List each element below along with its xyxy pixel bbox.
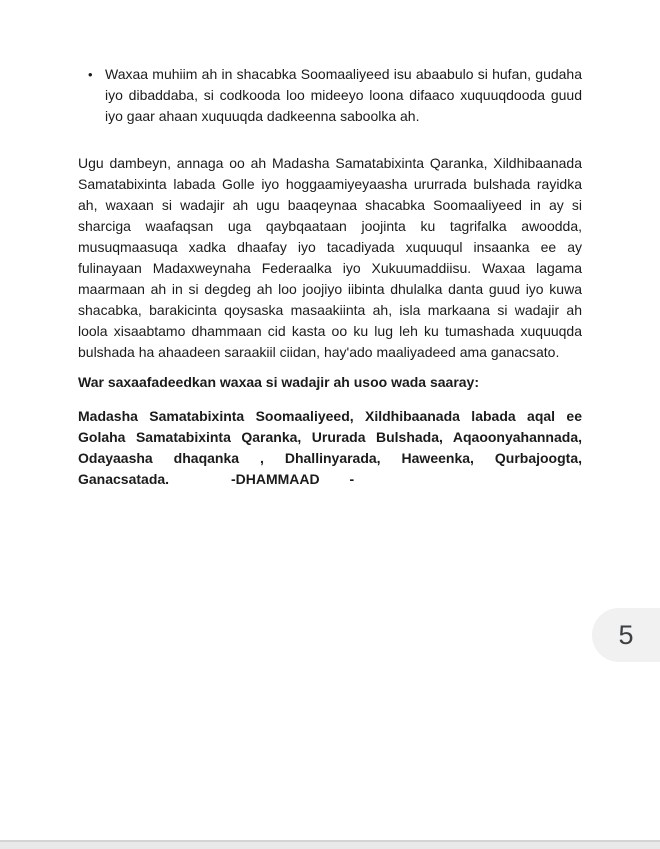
page-number-text: 5 [618, 619, 634, 650]
end-marker-dash: - [349, 471, 355, 487]
signatories-paragraph [78, 406, 582, 490]
bullet-item-text: Waxaa muhiim ah in shacabka Soomaaliyeed isu abaabulo si hufan, gudaha iyo dibaddaba, si codkooda loo mideeyo loona difaaco xuquuqdooda guud iyo gaar ahaan xuquuqda dadkeenna saboolka ah. [105, 66, 582, 124]
bullet-icon: • [88, 67, 93, 82]
page-number-badge [592, 608, 660, 662]
signatories-text: Madasha Samatabixinta Soomaaliyeed, Xildhibaanada labada aqal ee Golaha Samatabixinta Qaranka, Ururada Bulshada, Aqaoonyahannada, Odayaasha dhaqanka , Dhallinyarada, Haweenka, Qurbajoogta, Ganacsatada. [78, 408, 582, 487]
issued-by-heading: War saxaafadeedkan waxaa si wadajir ah usoo wada saaray: [78, 374, 480, 390]
page-separator [0, 840, 660, 849]
closing-paragraph: Ugu dambeyn, annaga oo ah Madasha Samatabixinta Qaranka, Xildhibaanada Samatabixinta labada Golle iyo hoggaamiyeyaasha ururrada bulshada rayidka ah, waxaan si wadajir ah ugu baaqeynaa shacabka Soomaaliyeed in ay si sharciga waafaqsan uga qaybqaataan joojinta ku tagrifalka awoodda, musuqmaasuqa xadka dhaafay iyo tacadiyada xuquuqul insaanka ee ay fulinayaan Madaxweynaha Federaalka iyo Xukuumaddiisu. Waxaa lagama maarmaan ah in si degdeg ah loo joojiyo iibinta dhulalka danta guud iyo kuwa shacabka, barakicinta qoysaska masaakiinta ah, isla markaana si wadajir ah loola xisaabtamo dhammaan cid kasta oo ku lug leh ku tumashada xuquuqda bulshada ha ahaadeen saraakiil ciidan, hay'ado maaliyadeed ama ganacsato. [78, 155, 582, 360]
end-marker-text: -DHAMMAAD [230, 471, 320, 487]
bullet-list-item [78, 64, 582, 127]
